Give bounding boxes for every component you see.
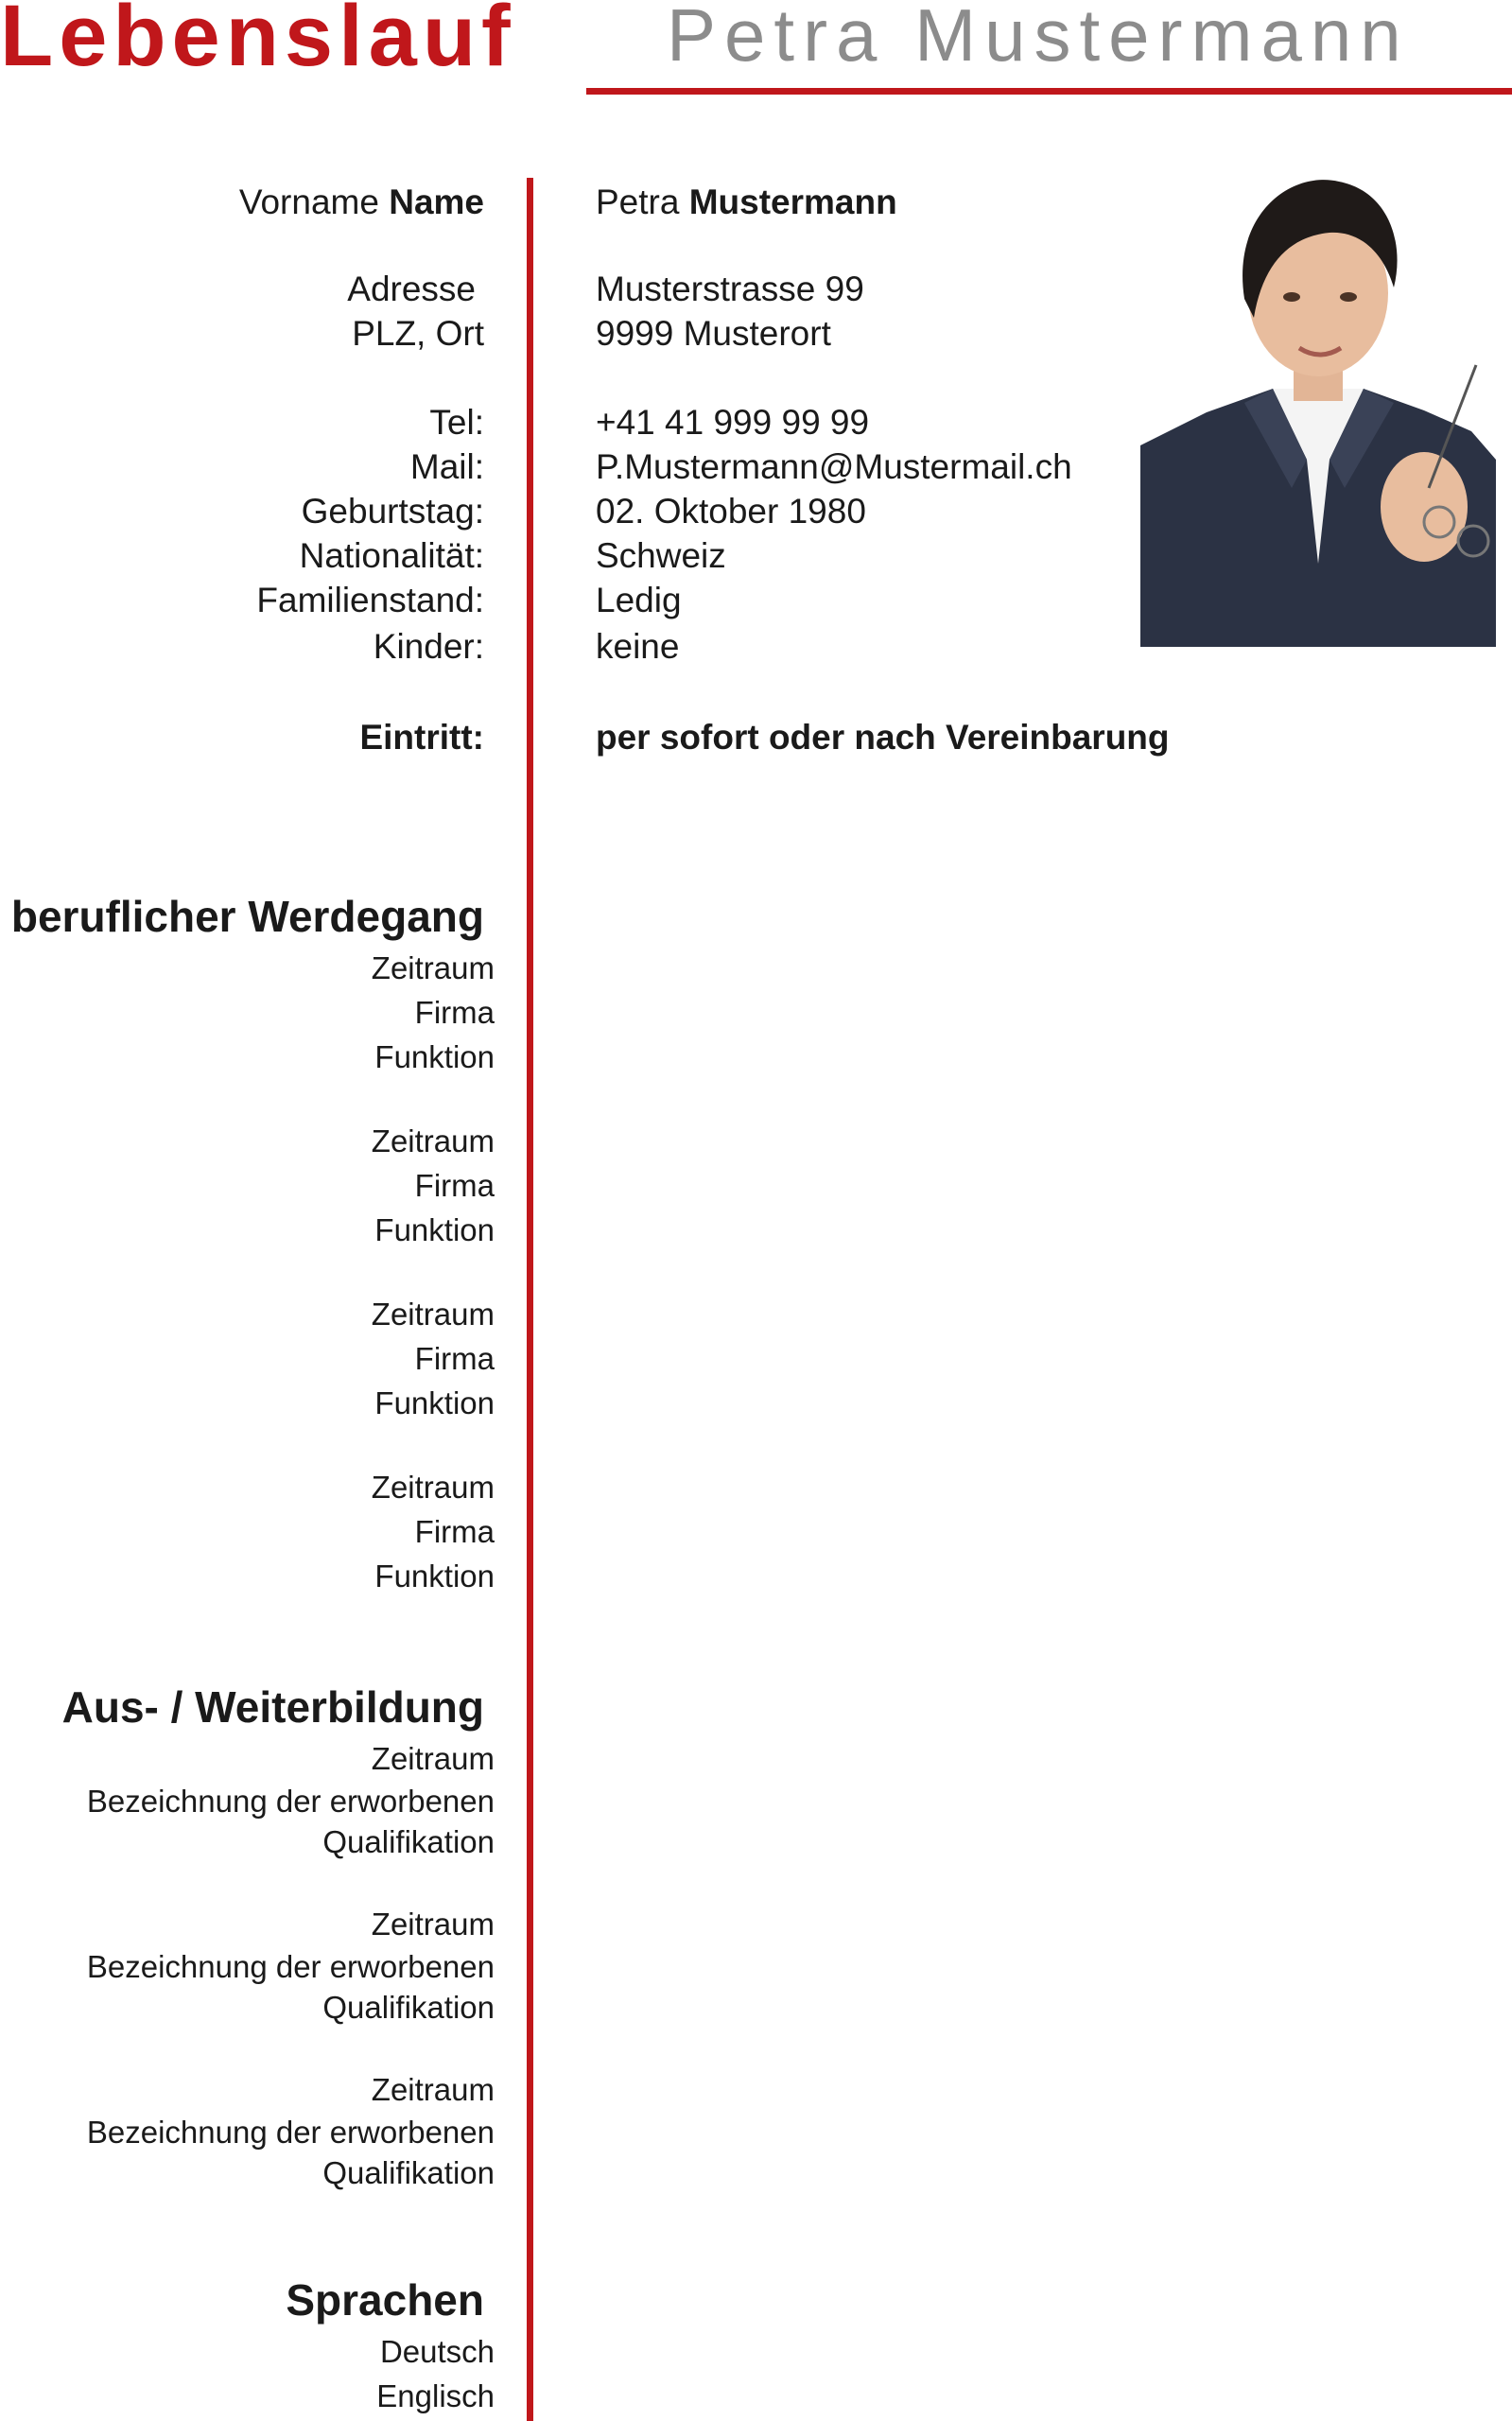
label-nationality: Nationalität: <box>299 536 484 575</box>
career-period: Zeitraum <box>371 1470 495 1505</box>
career-period: Zeitraum <box>371 1297 495 1332</box>
career-role: Funktion <box>374 1559 495 1594</box>
career-company: Firma <box>414 995 495 1030</box>
education-qualification: Bezeichnung der erworbenen <box>86 1949 495 1984</box>
career-company: Firma <box>414 1514 495 1549</box>
label-mail: Mail: <box>409 447 484 486</box>
label-name: Vorname Name <box>238 183 484 221</box>
career-role: Funktion <box>374 1212 495 1247</box>
career-period: Zeitraum <box>371 950 495 985</box>
education-period: Zeitraum <box>371 2072 495 2107</box>
label-children: Kinder: <box>373 627 484 666</box>
value-zip-city: 9999 Musterort <box>596 314 831 353</box>
career-company: Firma <box>414 1168 495 1203</box>
languages-heading: Sprachen <box>286 2275 484 2325</box>
header-divider <box>586 88 1512 95</box>
education-qualification: Bezeichnung der erworbenen <box>86 2115 495 2150</box>
career-company: Firma <box>414 1341 495 1376</box>
education-qualification-cont: Qualifikation <box>322 1990 495 2025</box>
value-name: Petra Mustermann <box>596 183 897 221</box>
education-qualification: Bezeichnung der erworbenen <box>86 1784 495 1819</box>
career-role: Funktion <box>374 1385 495 1420</box>
profile-photo <box>1140 176 1496 647</box>
label-start-date: Eintritt: <box>359 718 484 757</box>
value-children: keine <box>596 627 680 666</box>
value-marital-status: Ledig <box>596 581 682 619</box>
vertical-divider <box>527 178 533 2421</box>
label-birthday: Geburtstag: <box>301 492 484 531</box>
header-name: Petra Mustermann <box>667 0 1410 77</box>
value-birthday: 02. Oktober 1980 <box>596 492 866 531</box>
page-title: Lebenslauf <box>0 0 516 84</box>
career-role: Funktion <box>374 1039 495 1074</box>
value-street: Musterstrasse 99 <box>596 270 864 308</box>
label-marital-status: Familienstand: <box>256 581 484 619</box>
career-period: Zeitraum <box>371 1123 495 1158</box>
value-tel: +41 41 999 99 99 <box>596 403 870 442</box>
education-heading: Aus- / Weiterbildung <box>61 1682 484 1732</box>
career-heading: beruflicher Werdegang <box>10 892 484 941</box>
education-period: Zeitraum <box>371 1741 495 1776</box>
language-item: Deutsch <box>379 2334 495 2369</box>
education-period: Zeitraum <box>371 1907 495 1942</box>
education-qualification-cont: Qualifikation <box>322 1824 495 1859</box>
label-tel: Tel: <box>429 403 484 442</box>
label-zip-city: PLZ, Ort <box>352 314 484 353</box>
value-start-date: per sofort oder nach Vereinbarung <box>596 718 1170 757</box>
label-address: Adresse <box>347 270 476 308</box>
language-item: Englisch <box>376 2378 495 2413</box>
education-qualification-cont: Qualifikation <box>322 2155 495 2190</box>
value-mail: P.Mustermann@Mustermail.ch <box>596 447 1072 486</box>
value-nationality: Schweiz <box>596 536 726 575</box>
